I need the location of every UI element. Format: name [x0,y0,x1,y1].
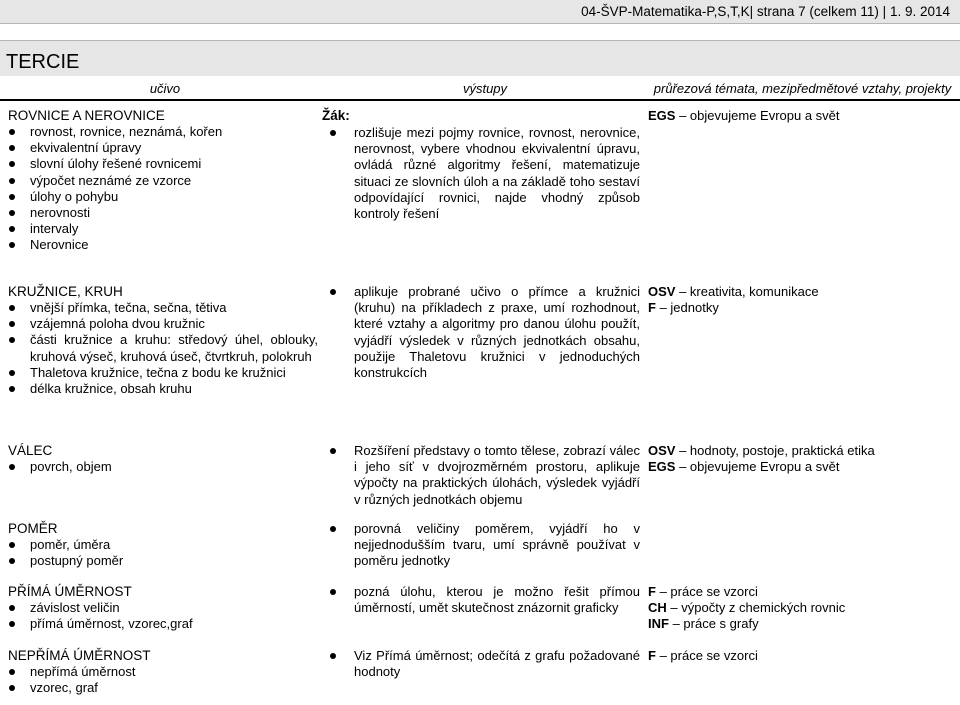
list-item: úlohy o pohybu [8,189,318,205]
column-headers [0,81,960,97]
list-item: intervaly [8,221,318,237]
column-header-vystupy: výstupy [462,81,508,96]
list-item: závislost veličin [8,600,318,616]
list-item: Viz Přímá úměrnost; odečítá z grafu požadované hodnoty [322,648,640,680]
section-title-bar [0,40,960,76]
bullet-icon [9,210,15,216]
bullet-icon [9,558,15,564]
cross-topic: INF – práce s grafy [648,616,759,631]
bullet-icon [9,161,15,167]
bullet-icon [9,605,15,611]
cross-topic: EGS – objevujeme Evropu a svět [648,459,840,474]
cross-topic: OSV – hodnoty, postoje, praktická etika [648,443,875,458]
cross-topic: EGS – objevujeme Evropu a svět [648,108,840,123]
topic-title: POMĚR [8,521,58,536]
list-item: části kružnice a kruhu: středový úhel, oblouky, kruhová výseč, kruhová úseč, čtvrtkruh, polokruh [8,332,318,364]
bullet-icon [9,194,15,200]
row-valec-vystupy [322,443,640,508]
list-item: výpočet neznámé ze vzorce [8,173,318,189]
row-prima-umernost-vystupy [322,584,640,616]
bullet-icon [9,226,15,232]
bullet-icon [330,130,336,136]
list-item: vnější přímka, tečna, sečna, tětiva [8,300,318,316]
row-kruznice-vystupy [322,284,640,381]
list-item: rovnost, rovnice, neznámá, kořen [8,124,318,140]
cross-topic: OSV – kreativita, komunikace [648,284,819,299]
row-pomer-vystupy [322,521,640,570]
cross-topic: F – práce se vzorci [648,648,758,663]
list-item: slovní úlohy řešené rovnicemi [8,156,318,172]
bullet-icon [9,464,15,470]
topic-title: PŘÍMÁ ÚMĚRNOST [8,584,132,599]
bullet-icon [330,448,336,454]
row-pomer-ucivo [8,521,318,569]
list-item: porovná veličiny poměrem, vyjádří ho v nejjednodušším tvaru, umí správně používat v poměru jednotky [322,521,640,570]
list-item: poměr, úměra [8,537,318,553]
page-header [0,0,960,24]
row-neprima-umernost-vystupy [322,648,640,680]
row-valec-ucivo [8,443,318,475]
row-neprima-umernost-temata [648,648,954,664]
column-header-ucivo: učivo [149,81,181,96]
section-title: TERCIE [6,51,80,73]
list-item: pozná úlohu, kterou je možno řešit přímou úměrností, umět skutečnost znázornit graficky [322,584,640,616]
list-item: ekvivalentní úpravy [8,140,318,156]
bullet-icon [9,542,15,548]
list-item: povrch, objem [8,459,318,475]
list-item: postupný poměr [8,553,318,569]
document-footer-info: 04-ŠVP-Matematika-P,S,T,K| strana 7 (celkem 11) | 1. 9. 2014 [581,4,950,19]
bullet-icon [330,289,336,295]
list-item: Thaletova kružnice, tečna z bodu ke kružnici [8,365,318,381]
bullet-icon [9,337,15,343]
cross-topic: CH – výpočty z chemických rovnic [648,600,846,615]
bullet-icon [9,129,15,135]
bullet-icon [9,669,15,675]
row-kruznice-temata [648,284,954,316]
topic-title: ROVNICE A NEROVNICE [8,108,165,123]
student-label: Žák: [322,108,350,123]
list-item: přímá úměrnost, vzorec,graf [8,616,318,632]
list-item: nepřímá úměrnost [8,664,318,680]
list-item: vzájemná poloha dvou kružnic [8,316,318,332]
bullet-icon [330,589,336,595]
bullet-icon [9,386,15,392]
list-item: nerovnosti [8,205,318,221]
cross-topic: F – práce se vzorci [648,584,758,599]
topic-title: VÁLEC [8,443,53,458]
row-rovnice-ucivo [8,108,318,254]
row-valec-temata [648,443,954,475]
column-header-temata: průřezová témata, mezipředmětové vztahy, projekty [653,81,952,96]
list-item: Rozšíření představy o tomto tělese, zobrazí válec i jeho síť v dvojrozměrném prostoru, aplikuje výpočty na praktických úlohách, výsledek vyjádří v různých jednotkách objemu [322,443,640,508]
header-divider [0,99,960,101]
bullet-icon [9,621,15,627]
list-item: aplikuje probrané učivo o přímce a kružnici (kruhu) na příkladech z praxe, umí rozhodnout, které vztahy a algoritmy pro danou úlohu použít, vyjádří výsledek v různých jednotkách obsahu, použije Thaletovu kružnici v jednoduchých konstrukcích [322,284,640,381]
topic-title: NEPŘÍMÁ ÚMĚRNOST [8,648,151,663]
bullet-icon [9,242,15,248]
cross-topic: F – jednotky [648,300,719,315]
row-prima-umernost-temata [648,584,954,632]
row-rovnice-vystupy [322,108,640,222]
list-item: Nerovnice [8,237,318,253]
row-kruznice-ucivo [8,284,318,397]
row-rovnice-temata [648,108,954,124]
bullet-icon [330,526,336,532]
bullet-icon [9,321,15,327]
list-item: rozlišuje mezi pojmy rovnice, rovnost, nerovnice, nerovnost, vybere vhodnou ekvivalentní úpravu, ovládá různé algoritmy řešení, matematizuje situaci ze slovních úloh a na základě toho sestaví odpovídající rovnici, najde vhodný způsob kontroly řešení [322,125,640,222]
bullet-icon [9,305,15,311]
row-neprima-umernost-ucivo [8,648,318,696]
topic-title: KRUŽNICE, KRUH [8,284,123,299]
bullet-icon [9,685,15,691]
list-item: délka kružnice, obsah kruhu [8,381,318,397]
row-prima-umernost-ucivo [8,584,318,632]
bullet-icon [330,653,336,659]
bullet-icon [9,178,15,184]
list-item: vzorec, graf [8,680,318,696]
bullet-icon [9,145,15,151]
bullet-icon [9,370,15,376]
